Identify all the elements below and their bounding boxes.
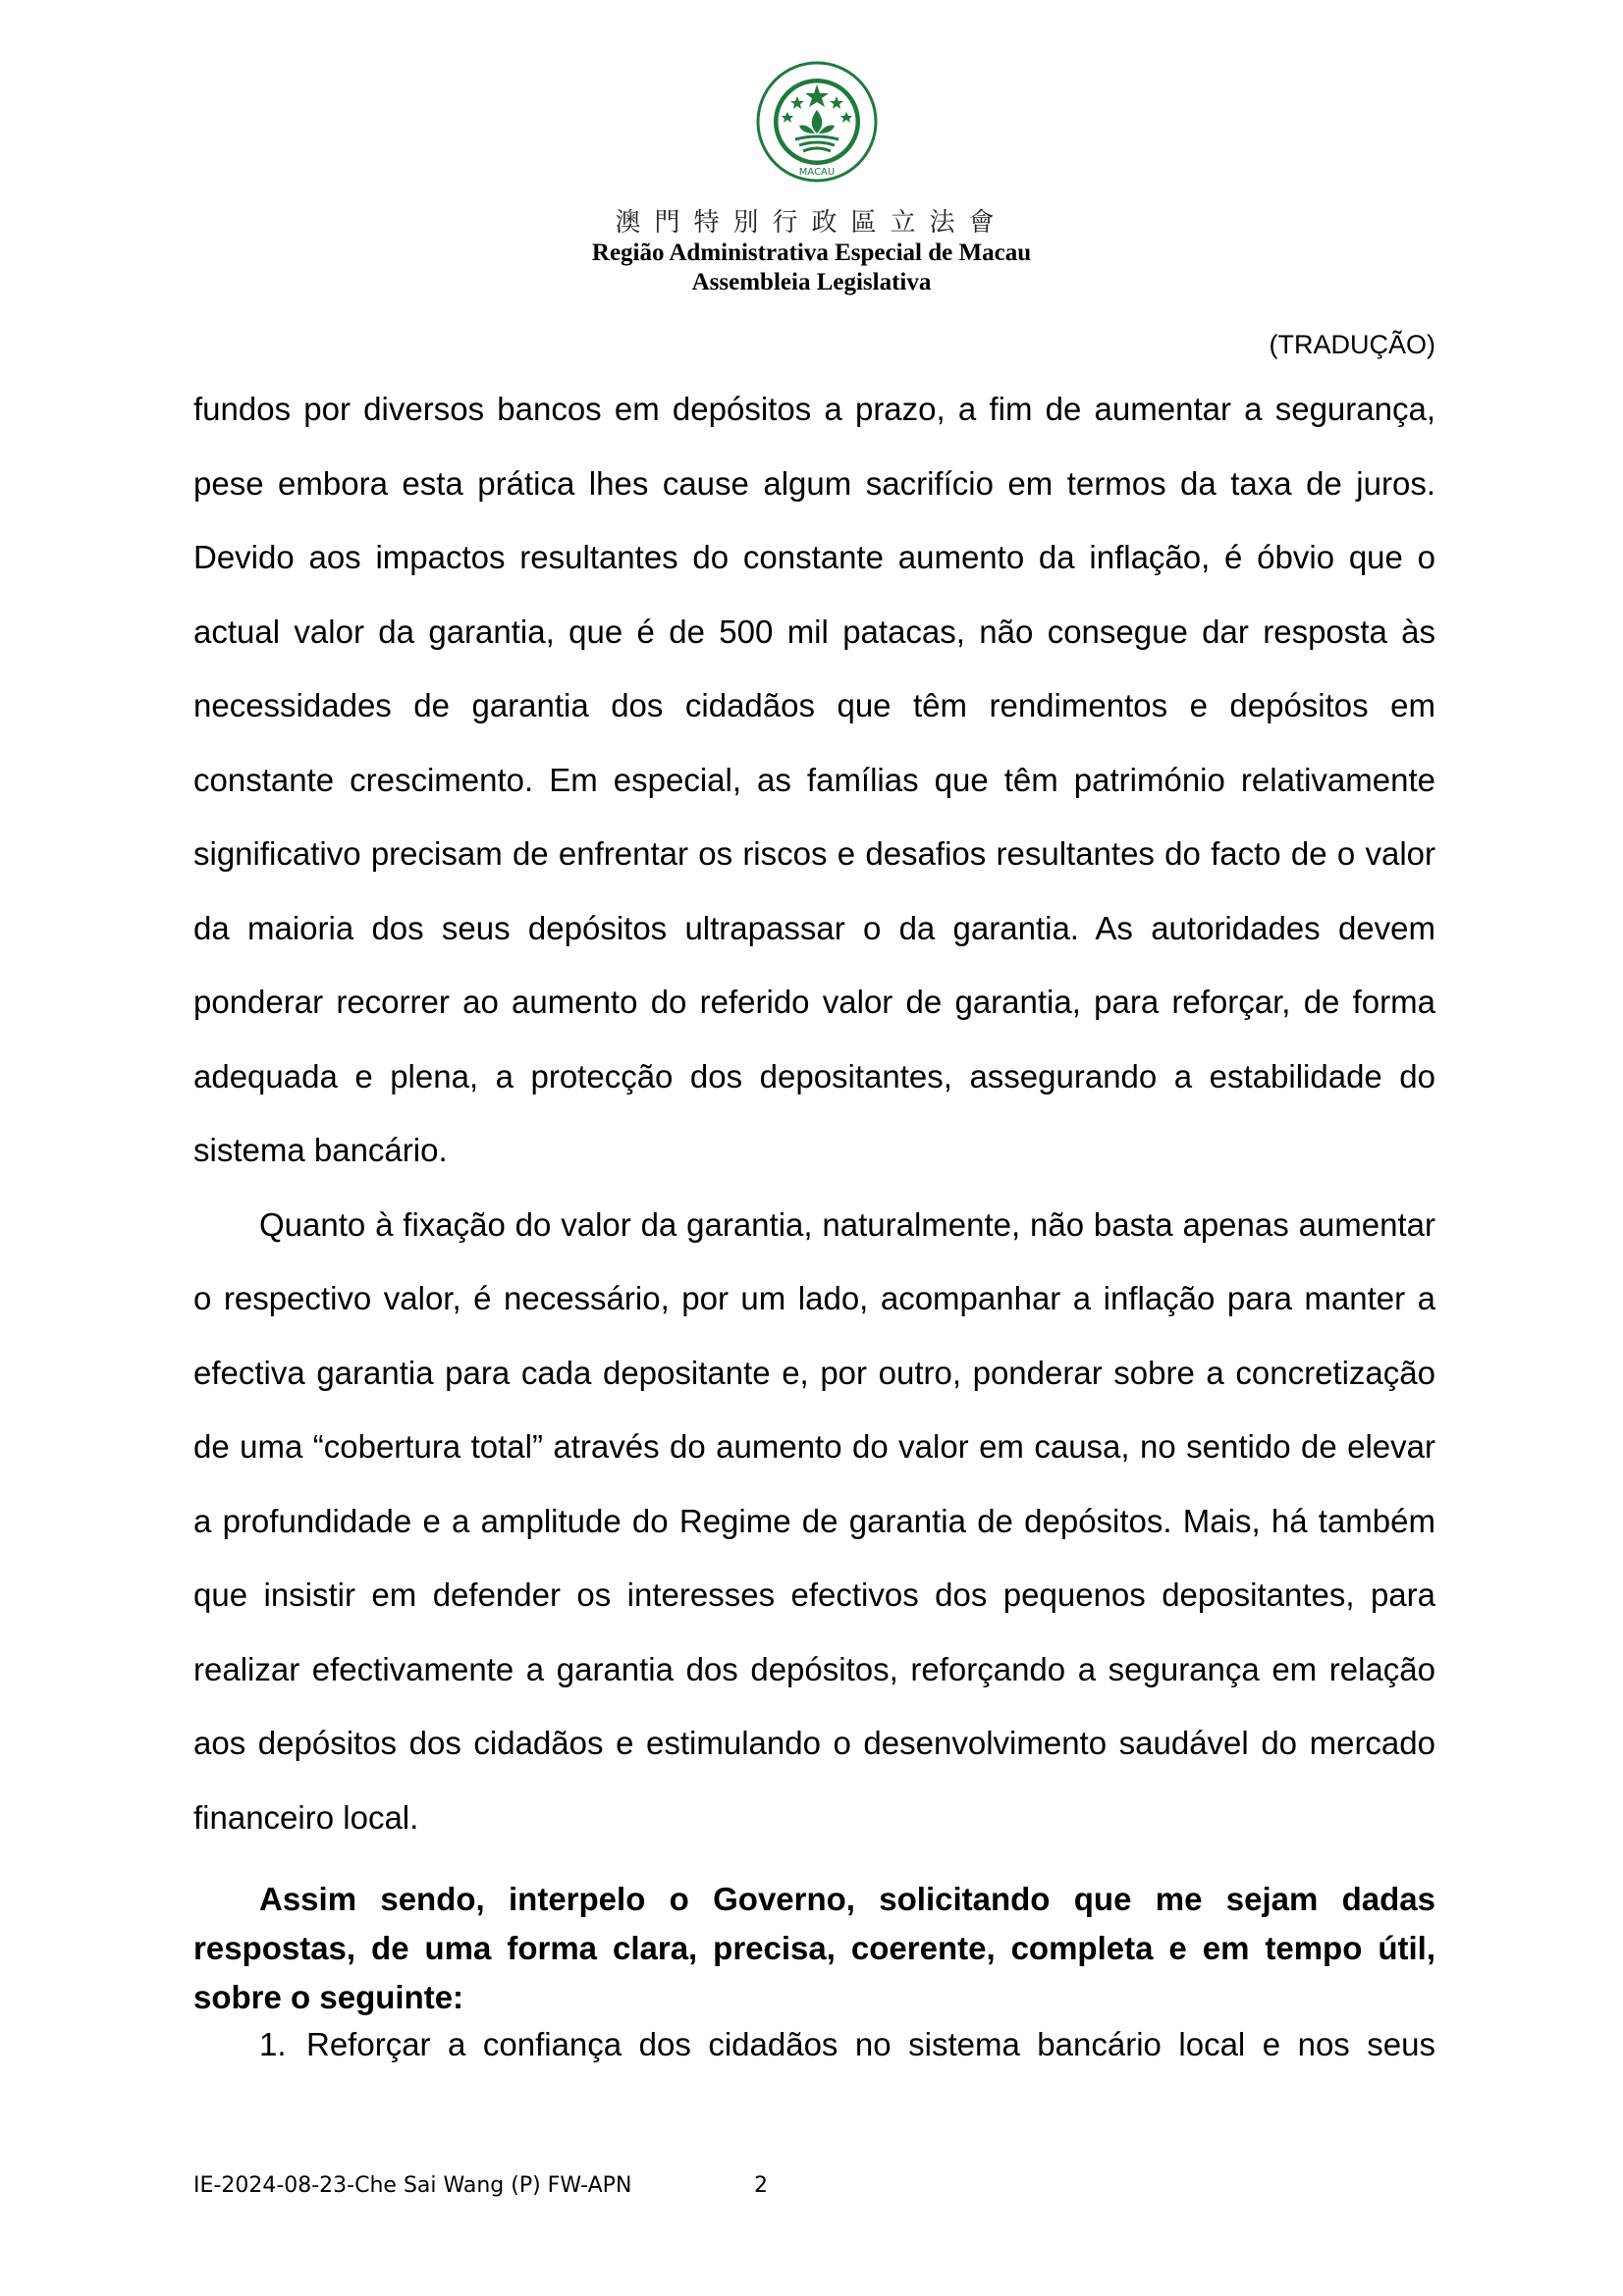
header-assembly-title: Assembleia Legislativa bbox=[691, 269, 932, 295]
emblem-text: MACAU bbox=[798, 167, 836, 178]
document-body bbox=[193, 372, 1435, 1854]
list-item bbox=[193, 2020, 1435, 2069]
paragraph-2: Quanto à fixação do valor da garantia, naturalmente, não basta apenas aumentar o respectivo valor, é necessário, por um lado, acompanhar a inflação para manter a efectiva garantia para cada depositante e, por outro, ponderar sobre a concretização de uma “cobertura total” através do aumento do valor em causa, no sentido de elevar a profundidade e a amplitude do Regime de garantia de depósitos. Mais, há também que insistir em defender os interesses efectivos dos pequenos depositantes, para realizar efectivamente a garantia dos depósitos, reforçando a segurança em relação aos depósitos dos cidadãos e estimulando o desenvolvimento saudável do mercado financeiro local. bbox=[193, 1205, 1435, 1836]
footer-reference: IE-2024-08-23-Che Sai Wang (P) FW-APN bbox=[193, 2173, 632, 2198]
footer-page-number: 2 bbox=[754, 2173, 768, 2198]
paragraph-1: fundos por diversos bancos em depósitos a prazo, a fim de aumentar a segurança, pese embora esta prática lhes cause algum sacrifício em termos da taxa de juros. Devido aos impactos resultantes do constante aumento da inflação, é óbvio que o actual valor da garantia, que é de 500 mil patacas, não consegue dar resposta às necessidades de garantia dos cidadãos que têm rendimentos e depósitos em constante crescimento. Em especial, as famílias que têm património relativamente significativo precisam de enfrentar os riscos e desafios resultantes do facto de o valor da maioria dos seus depósitos ultrapassar o da garantia. As autoridades devem ponderar recorrer ao aumento do referido valor de garantia, para reforçar, de forma adequada e plena, a protecção dos depositantes, assegurando a estabilidade do sistema bancário. bbox=[193, 391, 1435, 1168]
header-region-title: Região Administrativa Especial de Macau bbox=[591, 240, 1032, 266]
list-item-text: Reforçar a confiança dos cidadãos no sistema bancário local e nos seus bbox=[306, 2026, 1435, 2062]
list-item-number: 1. bbox=[259, 2026, 287, 2062]
translation-note: (TRADUÇÃO) bbox=[1269, 330, 1435, 359]
header-chinese-title: 澳門特別行政區立法會 bbox=[615, 208, 1008, 238]
interpellation-request: Assim sendo, interpelo o Governo, solicitando que me sejam dadas respostas, de uma forma clara, precisa, coerente, completa e em tempo útil, sobre o seguinte: bbox=[193, 1881, 1435, 2015]
macau-emblem-icon bbox=[756, 61, 878, 183]
